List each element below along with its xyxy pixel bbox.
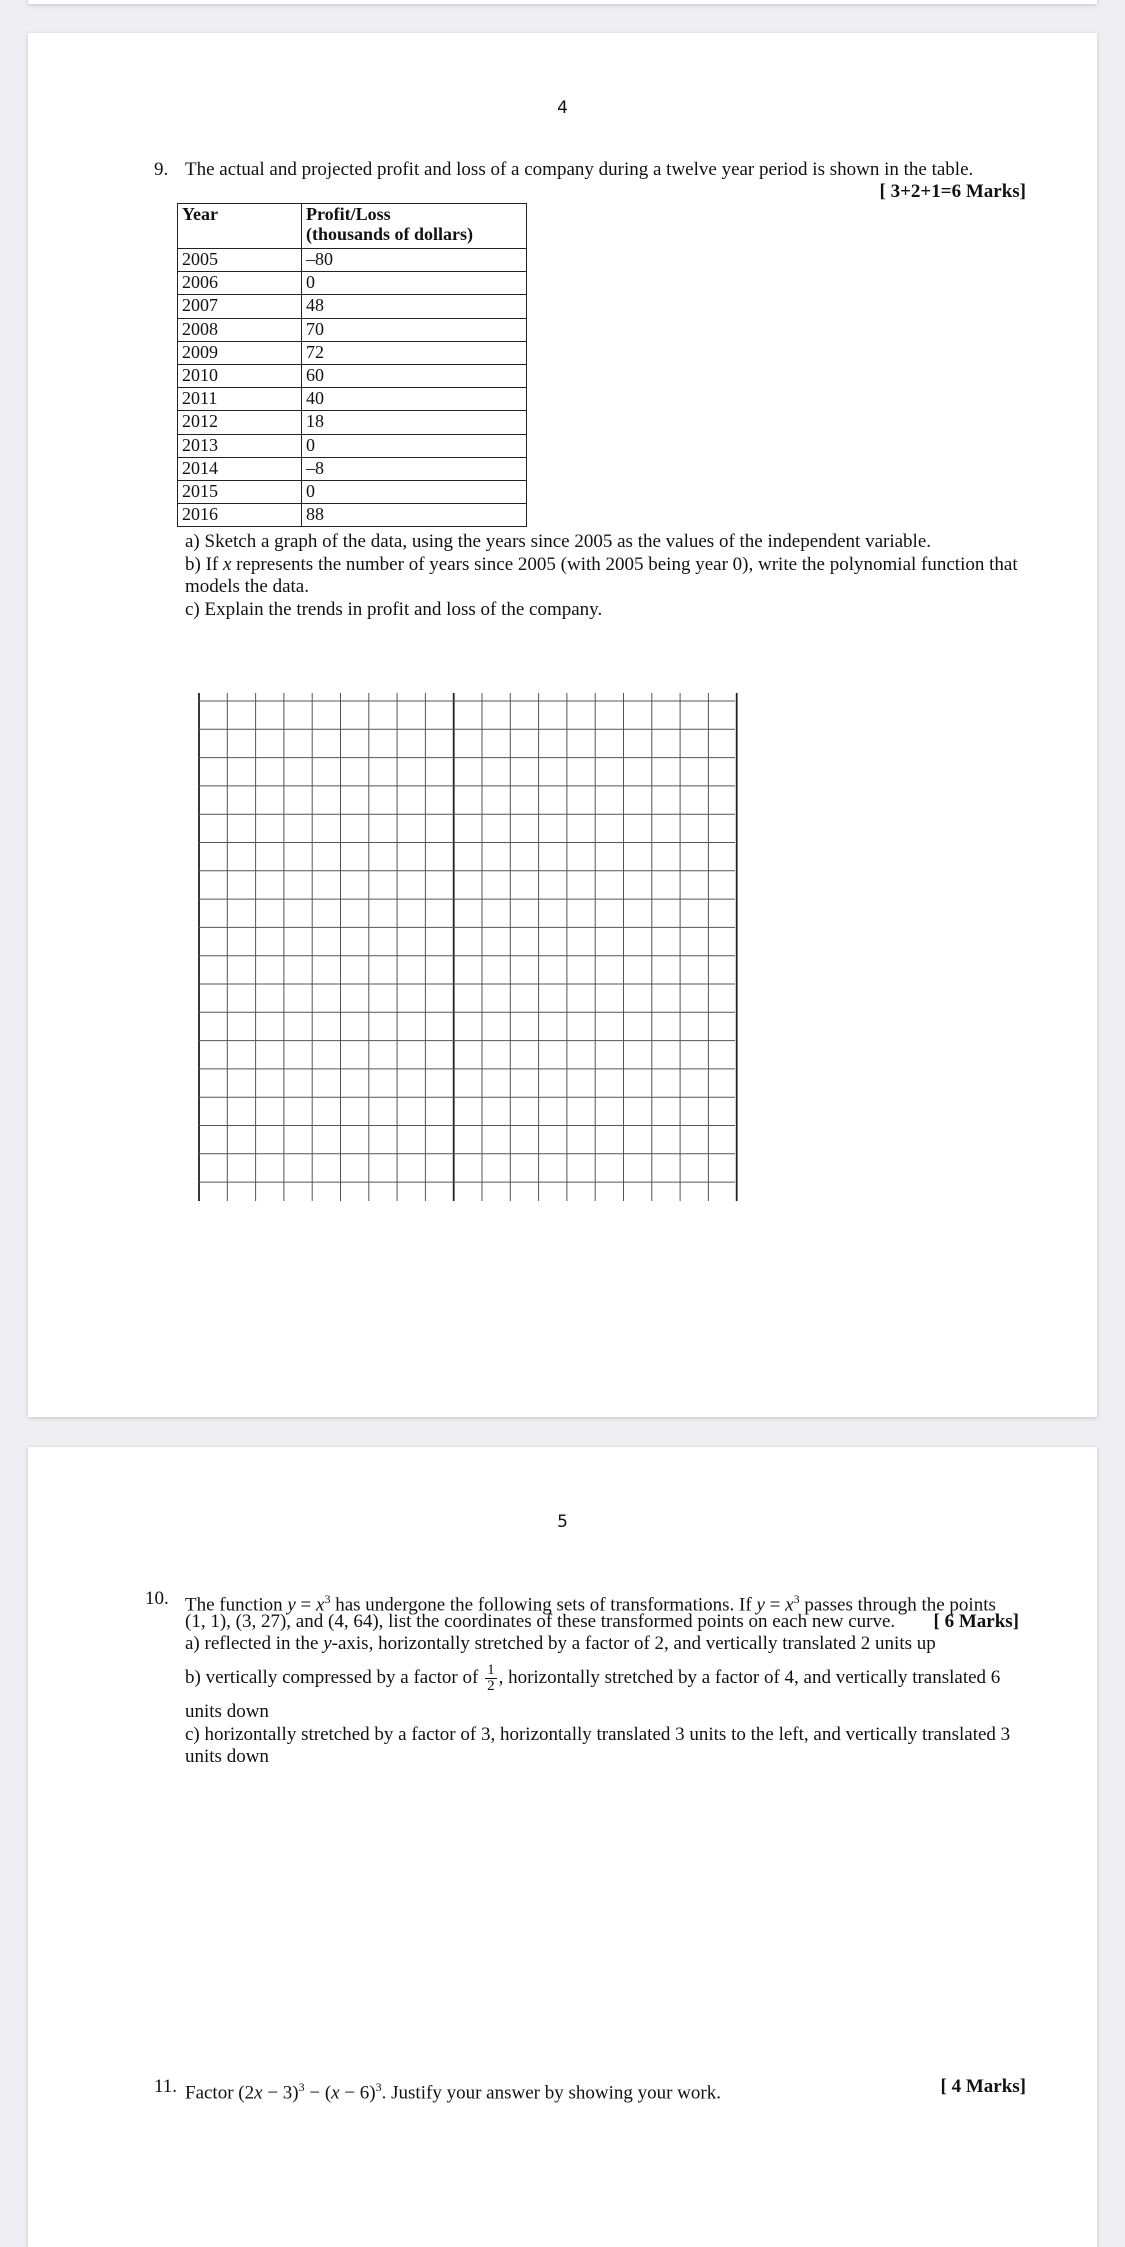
q10b-post: , horizontally stretched by a factor of 4, and vertically translated 6	[498, 1667, 1001, 1688]
question-9-marks: [ 3+2+1=6 Marks]	[879, 181, 1026, 202]
q10a-post: -axis, horizontally stretched by a factor of 2, and vertically translated 2 units up	[331, 1633, 936, 1654]
table-row	[178, 411, 527, 434]
fraction-numerator: 1	[487, 1662, 495, 1679]
table-row	[178, 249, 527, 272]
q10-var-y-2: y	[756, 1594, 765, 1616]
year-cell: 2012	[178, 411, 302, 434]
profit-loss-table	[177, 203, 527, 527]
table-row	[178, 434, 527, 457]
header-profit-loss	[302, 204, 527, 249]
question-10-part-c-line2: units down	[185, 1746, 269, 1767]
table-row	[178, 318, 527, 341]
year-cell: 2013	[178, 434, 302, 457]
profit-loss-cell: 88	[302, 504, 527, 527]
year-cell: 2015	[178, 480, 302, 503]
question-9-part-c: c) Explain the trends in profit and loss of the company.	[185, 599, 603, 620]
year-cell: 2014	[178, 457, 302, 480]
profit-loss-cell: 18	[302, 411, 527, 434]
header-year: Year	[178, 204, 302, 249]
profit-loss-cell: 48	[302, 295, 527, 318]
question-10-part-b-line2: units down	[185, 1701, 269, 1722]
q10-var-x-2: x	[785, 1594, 794, 1616]
table-row	[178, 272, 527, 295]
table-row	[178, 364, 527, 387]
graph-grid[interactable]	[198, 693, 738, 1201]
q10-text-b: has undergone the following sets of transformations. If	[330, 1594, 757, 1616]
q11-exp1: 3	[298, 2080, 305, 2094]
question-11-text	[185, 2076, 721, 2104]
question-9-part-b	[185, 554, 1018, 576]
question-9-prompt: The actual and projected profit and loss of a company during a twelve year period is shown in the table.	[185, 159, 974, 180]
question-10-part-a	[185, 1633, 936, 1655]
profit-loss-cell: 60	[302, 364, 527, 387]
profit-loss-cell: 0	[302, 272, 527, 295]
page-number: 4	[557, 98, 568, 118]
table-row	[178, 504, 527, 527]
profit-loss-cell: 70	[302, 318, 527, 341]
page-4	[28, 33, 1097, 1417]
question-11-marks: [ 4 Marks]	[940, 2076, 1026, 2097]
q10-exp-2: 3	[793, 1592, 800, 1606]
year-cell: 2009	[178, 341, 302, 364]
q10b-pre: b) vertically compressed by a factor of	[185, 1667, 484, 1688]
question-9-part-b-line2: models the data.	[185, 576, 309, 597]
table-row	[178, 457, 527, 480]
table-header-row	[178, 204, 527, 249]
profit-loss-cell: –80	[302, 249, 527, 272]
question-10-number: 10.	[145, 1588, 169, 1609]
year-cell: 2011	[178, 388, 302, 411]
question-10-line2: (1, 1), (3, 27), and (4, 64), list the coordinates of these transformed points on each new curve.	[185, 1611, 896, 1632]
part-b-post: represents the number of years since 2005 (with 2005 being year 0), write the polynomial function that	[231, 554, 1018, 575]
q11-x1: x	[254, 2082, 263, 2104]
profit-loss-cell: 72	[302, 341, 527, 364]
question-9-part-a: a) Sketch a graph of the data, using the years since 2005 as the values of the independent variable.	[185, 531, 932, 552]
question-10-part-c: c) horizontally stretched by a factor of 3, horizontally translated 3 units to the left, and vertically translated 3	[185, 1724, 1011, 1745]
q11-expr4: − 6)	[339, 2082, 376, 2104]
table-row	[178, 295, 527, 318]
year-cell: 2010	[178, 364, 302, 387]
year-cell: 2007	[178, 295, 302, 318]
q10-eq-2: =	[764, 1594, 786, 1616]
q10-text-a: The function	[185, 1594, 288, 1616]
q10a-pre: a) reflected in the	[185, 1633, 324, 1654]
year-cell: 2006	[178, 272, 302, 295]
year-cell: 2016	[178, 504, 302, 527]
q11-expr2: − 3)	[262, 2082, 299, 2104]
profit-loss-cell: 0	[302, 434, 527, 457]
table-row	[178, 480, 527, 503]
page-number: 5	[557, 1512, 568, 1532]
question-11-number: 11.	[154, 2076, 178, 2097]
q10-eq: =	[295, 1594, 317, 1616]
q11-pre: Factor	[185, 2082, 239, 2104]
profit-loss-cell: 0	[302, 480, 527, 503]
year-cell: 2005	[178, 249, 302, 272]
question-10-marks: [ 6 Marks]	[933, 1611, 1019, 1632]
table-row	[178, 341, 527, 364]
q11-post: . Justify your answer by showing your work.	[381, 2082, 721, 2104]
year-cell: 2008	[178, 318, 302, 341]
q11-x2: x	[331, 2082, 340, 2104]
q10-var-x: x	[316, 1594, 325, 1616]
q10a-var: y	[323, 1633, 332, 1654]
table-row	[178, 388, 527, 411]
previous-page-sliver	[28, 0, 1097, 4]
question-9-number: 9.	[154, 159, 169, 180]
fraction-one-half	[485, 1663, 497, 1694]
page-5	[28, 1447, 1097, 2247]
q10-exp: 3	[324, 1592, 331, 1606]
q10-text-c: passes through the points	[799, 1594, 996, 1616]
q10-var-y: y	[287, 1594, 296, 1616]
q11-exp2: 3	[375, 2080, 382, 2094]
profit-loss-cell: 40	[302, 388, 527, 411]
fraction-denominator: 2	[487, 1678, 495, 1695]
question-10-part-b	[185, 1659, 1000, 1697]
part-b-variable: x	[222, 554, 232, 575]
part-b-pre: b) If	[185, 554, 223, 575]
q11-expr3: − (	[304, 2082, 332, 2104]
profit-loss-cell: –8	[302, 457, 527, 480]
header-profit-loss-line2: (thousands of dollars)	[306, 224, 474, 244]
header-profit-loss-line1: Profit/Loss	[306, 204, 391, 224]
q11-expr1: (2	[238, 2082, 255, 2104]
